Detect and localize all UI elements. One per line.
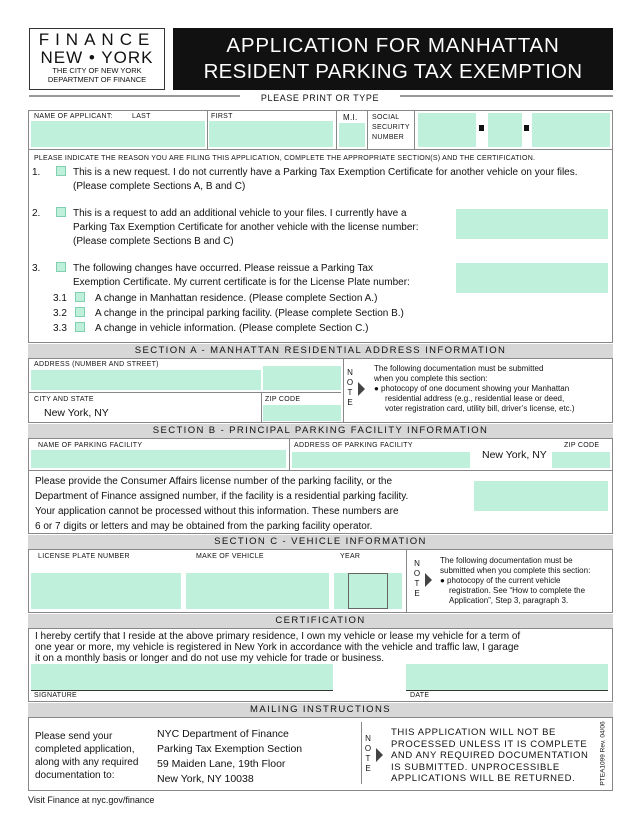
make-label: MAKE OF VEHICLE: [196, 553, 264, 560]
note-arrow-icon: [358, 382, 365, 396]
date-field[interactable]: [406, 664, 608, 690]
ssn-part-1-field[interactable]: [418, 113, 476, 147]
logo-dept-text: DEPARTMENT OF FINANCE: [47, 75, 147, 84]
section-b-instructions: [35, 474, 408, 534]
note-letter: T: [365, 754, 371, 763]
ssn-part-2-field[interactable]: [488, 113, 522, 147]
reason-3-1-number: 3.1: [53, 293, 67, 304]
reason-3-license-field[interactable]: [456, 263, 608, 293]
logo-city-text: THE CITY OF NEW YORK: [52, 66, 142, 75]
warning-line: IS SUBMITTED. UNPROCESSIBLE: [391, 761, 560, 773]
note-line: residential address (e.g., residential lease or deed,: [385, 394, 565, 403]
reason-3-number: 3.: [32, 263, 41, 274]
note-line: registration. See “How to complete the: [449, 586, 586, 595]
note-line: Application”, Step 3, paragraph 3.: [449, 596, 569, 605]
reason-3-2-checkbox[interactable]: [75, 307, 85, 317]
divider: [361, 722, 362, 784]
print-note: PLEASE PRINT OR TYPE: [240, 92, 400, 104]
reason-2-license-field[interactable]: [456, 209, 608, 239]
divider: [207, 110, 208, 150]
reason-2-text-3: (Please complete Sections B and C): [73, 236, 234, 247]
reason-1-text-2: (Please complete Sections A, B and C): [73, 181, 246, 192]
last-name-field[interactable]: [31, 121, 205, 147]
note-letter: O: [346, 378, 354, 387]
note-letter: E: [414, 589, 420, 598]
mailing-line: documentation to:: [35, 770, 115, 781]
mailing-address: [157, 727, 302, 787]
certification-line: it on a monthly basis or longer and do not use my vehicle for trade or business.: [35, 653, 385, 664]
section-b-title: SECTION B - PRINCIPAL PARKING FACILITY INFORMATION: [28, 424, 613, 438]
reason-3-3-checkbox[interactable]: [75, 322, 85, 332]
divider: [367, 110, 368, 150]
note-line: ● photocopy of one document showing your Manhattan: [374, 384, 570, 393]
mailing-title: MAILING INSTRUCTIONS: [28, 703, 613, 717]
note-arrow-icon: [376, 748, 383, 762]
mailing-line: along with any required: [35, 757, 139, 768]
facility-name-label: NAME OF PARKING FACILITY: [38, 442, 143, 449]
date-line: [406, 690, 608, 691]
divider: [336, 110, 337, 150]
section-c-title: SECTION C - VEHICLE INFORMATION: [28, 535, 613, 549]
reason-3-text-1: The following changes have occurred. Please reissue a Parking Tax: [73, 263, 373, 274]
note-letter: O: [364, 744, 372, 753]
certification-title: CERTIFICATION: [28, 614, 613, 628]
address-label: ADDRESS (NUMBER AND STREET): [34, 361, 159, 368]
first-label: FIRST: [211, 113, 233, 120]
note-line: submitted when you complete this section:: [440, 566, 591, 575]
signature-line: [31, 690, 333, 691]
reason-3-2-text: A change in the principal parking facility. (Please complete Section B.): [95, 308, 404, 319]
section-a-note: [374, 364, 575, 414]
ssn-label-line: SOCIAL: [372, 114, 400, 121]
address-line: NYC Department of Finance: [157, 728, 289, 740]
note-line: The following documentation must be submitted: [374, 364, 544, 373]
ssn-label: [372, 113, 410, 143]
divider: [343, 358, 344, 423]
note-letter: T: [347, 388, 353, 397]
title-banner: [173, 28, 613, 90]
form-code: PTEA1099 Rev. 04/06: [599, 721, 607, 786]
zip-label: ZIP CODE: [265, 396, 301, 403]
ssn-separator: [524, 125, 529, 131]
first-name-field[interactable]: [209, 121, 333, 147]
date-label: DATE: [410, 692, 430, 699]
divider: [28, 470, 613, 471]
certification-line: I hereby certify that I reside at the above primary residence, I own my vehicle or lease my vehicle for a term of: [35, 631, 521, 642]
note-line: voter registration card, utility bill, driver’s license, etc.): [385, 404, 575, 413]
note-letter: N: [414, 559, 420, 568]
footer-website: Visit Finance at nyc.gov/finance: [28, 795, 155, 805]
address-line: Parking Tax Exemption Section: [157, 743, 303, 755]
divider: [261, 392, 262, 423]
name-of-applicant-label: NAME OF APPLICANT:: [34, 113, 113, 120]
facility-license-number-field[interactable]: [474, 481, 608, 511]
instruction-line: 6 or 7 digits or letters and may be obtained from the parking facility operator.: [35, 521, 373, 532]
facility-city-value: New York, NY: [482, 449, 547, 461]
vehicle-make-field[interactable]: [186, 573, 329, 609]
residential-address-field[interactable]: [31, 370, 261, 390]
residential-zip-field[interactable]: [263, 405, 341, 421]
facility-name-field[interactable]: [31, 450, 286, 468]
note-letter: E: [347, 398, 353, 407]
facility-zip-field[interactable]: [552, 452, 610, 468]
facility-address-field[interactable]: [292, 452, 470, 468]
middle-initial-field[interactable]: [339, 123, 365, 147]
city-state-value: New York, NY: [44, 407, 109, 419]
divider: [414, 110, 415, 150]
section-c-note-marker: [412, 559, 422, 599]
plate-number-field[interactable]: [31, 573, 181, 609]
note-arrow-icon: [425, 573, 432, 587]
plate-number-label: LICENSE PLATE NUMBER: [38, 553, 130, 560]
address-line: 59 Maiden Lane, 19th Floor: [157, 758, 286, 770]
facility-address-label: ADDRESS OF PARKING FACILITY: [294, 442, 413, 449]
section-a-title: SECTION A - MANHATTAN RESIDENTIAL ADDRESS INFORMATION: [28, 344, 613, 358]
reason-1-number: 1.: [32, 167, 41, 178]
logo-ny-text: NEW • YORK: [40, 48, 154, 67]
reason-3-checkbox[interactable]: [56, 262, 66, 272]
last-label: LAST: [132, 113, 151, 120]
title-line-2: RESIDENT PARKING TAX EXEMPTION: [203, 60, 583, 83]
divider: [289, 438, 290, 470]
reason-1-text-1: This is a new request. I do not currently have a Parking Tax Exemption Certificate for another vehicle on your files.: [73, 167, 578, 178]
year-label: YEAR: [340, 553, 361, 560]
note-line: The following documentation must be: [440, 556, 573, 565]
warning-line: AND ANY REQUIRED DOCUMENTATION: [391, 750, 589, 761]
ssn-label-line: SECURITY: [372, 124, 410, 131]
note-line: when you complete this section:: [374, 374, 488, 383]
reason-3-3-text: A change in vehicle information. (Please complete Section C.): [95, 323, 369, 334]
instruction-line: Your application cannot be processed without this information. These numbers are: [35, 506, 399, 517]
ssn-label-line: NUMBER: [372, 134, 405, 141]
mailing-line: completed application,: [35, 744, 135, 755]
title-line-1: APPLICATION FOR MANHATTAN: [226, 34, 560, 57]
reason-2-text-1: This is a request to add an additional vehicle to your files. I currently have a: [73, 208, 407, 219]
instruction-line: Please provide the Consumer Affairs license number of the parking facility, or the: [35, 476, 393, 487]
reason-3-text-2: Exemption Certificate. My current certificate is for the License Plate number:: [73, 277, 410, 288]
city-state-label: CITY AND STATE: [34, 396, 94, 403]
facility-zip-label: ZIP CODE: [564, 442, 600, 449]
mailing-send-text: [35, 730, 138, 782]
certification-text: [35, 631, 520, 664]
reason-3-1-text: A change in Manhattan residence. (Please complete Section A.): [95, 293, 378, 304]
ssn-separator: [479, 125, 484, 131]
reason-3-3-number: 3.3: [53, 323, 67, 334]
logo-finance-text: FINANCE: [38, 30, 156, 49]
mailing-line: Please send your: [35, 731, 113, 742]
signature-label: SIGNATURE: [34, 692, 78, 699]
warning-line: THIS APPLICATION WILL NOT BE: [391, 727, 556, 738]
reason-2-text-2: Parking Tax Exemption Certificate for another vehicle with the license number:: [73, 222, 419, 233]
ssn-part-3-field[interactable]: [532, 113, 610, 147]
warning-line: APPLICATIONS WILL BE RETURNED.: [391, 773, 576, 784]
note-letter: N: [347, 368, 353, 377]
section-a-note-marker: [345, 368, 355, 408]
residential-address-field-2[interactable]: [263, 366, 341, 390]
reason-2-checkbox[interactable]: [56, 207, 66, 217]
reason-3-1-checkbox[interactable]: [75, 292, 85, 302]
instruction-line: Department of Finance assigned number, if the facility is a residential parking facility.: [35, 491, 409, 502]
note-letter: O: [413, 569, 421, 578]
note-letter: T: [414, 579, 420, 588]
note-letter: E: [365, 764, 371, 773]
mailing-note-marker: [363, 734, 373, 774]
year-field-box: [348, 573, 388, 609]
mi-label: M.I.: [343, 113, 358, 122]
certification-line: one year or more, my vehicle is registered in New York in accordance with the vehicle and traffic law, I garage: [35, 642, 519, 653]
note-letter: N: [365, 734, 371, 743]
address-line: New York, NY 10038: [157, 773, 254, 785]
divider: [406, 549, 407, 613]
reason-1-checkbox[interactable]: [56, 166, 66, 176]
finance-logo: [29, 28, 165, 90]
reason-2-number: 2.: [32, 208, 41, 219]
section-c-note: [440, 556, 590, 606]
signature-field[interactable]: [31, 664, 333, 690]
reasons-intro: PLEASE INDICATE THE REASON YOU ARE FILING THIS APPLICATION, COMPLETE THE APPROPRIATE SECTION(S) AND THE CERTIFICATION.: [34, 155, 536, 162]
warning-line: PROCESSED UNLESS IT IS COMPLETE: [391, 738, 588, 750]
reason-3-2-number: 3.2: [53, 308, 67, 319]
divider: [28, 392, 341, 393]
mailing-warning: [391, 727, 589, 785]
note-line: ● photocopy of the current vehicle: [440, 576, 561, 585]
